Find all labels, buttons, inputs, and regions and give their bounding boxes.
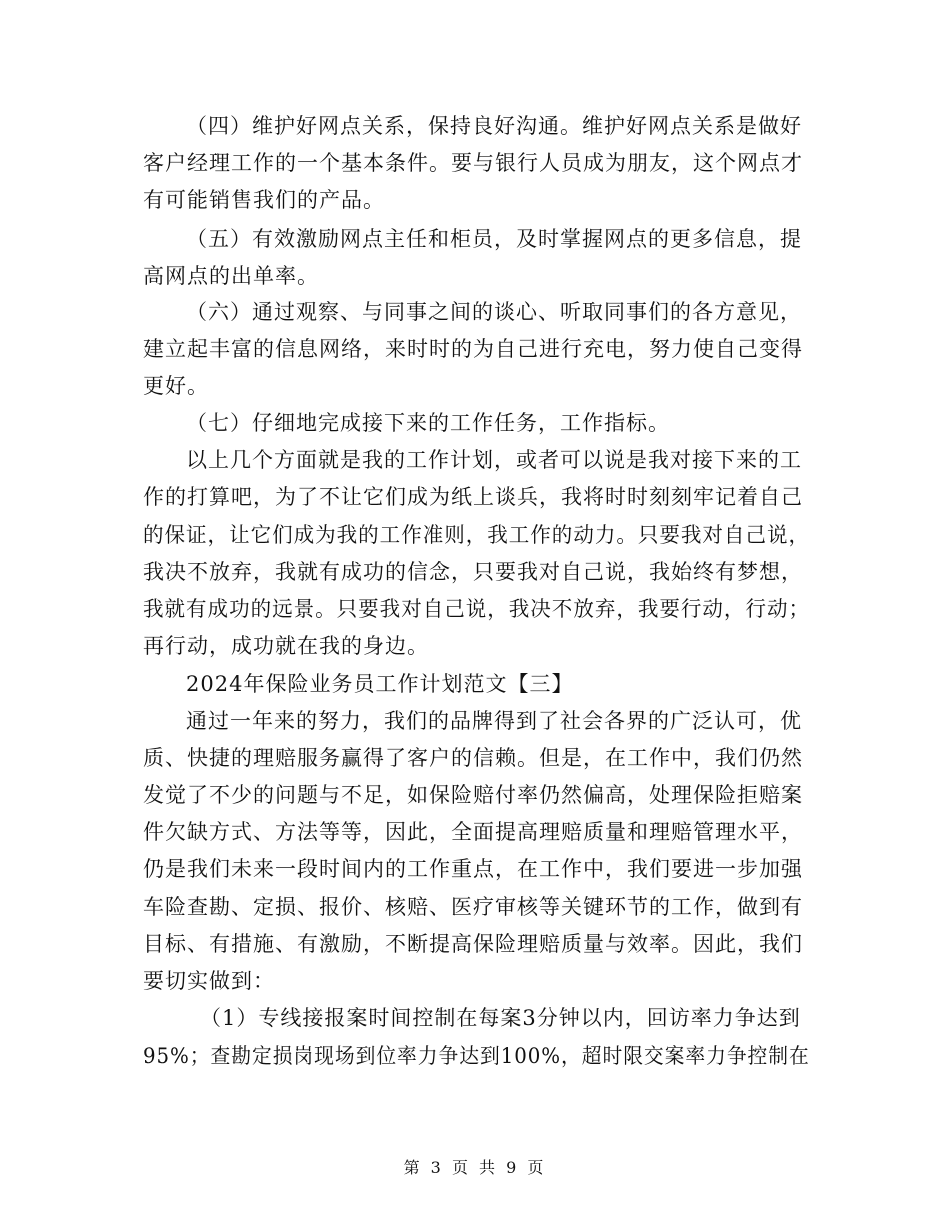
paragraph-line: 客户经理工作的一个基本条件。要与银行人员成为朋友，这个网点才	[143, 151, 803, 175]
paragraph-line: 更好。	[143, 374, 209, 398]
paragraph-line: 我决不放弃，我就有成功的信念，只要我对自己说，我始终有梦想，	[143, 560, 803, 584]
paragraph-line: 95%；查勘定损岗现场到位率力争达到100%，超时限交案率力争控制在	[143, 1044, 810, 1068]
paragraph-line: 目标、有措施、有激励，不断提高保险理赔质量与效率。因此，我们	[143, 932, 803, 956]
paragraph-line: 有可能销售我们的产品。	[143, 188, 385, 212]
section-heading: 2024年保险业务员工作计划范文【三】	[186, 672, 574, 696]
paragraph-line: 建立起丰富的信息网络，来时时的为自己进行充电，努力使自己变得	[143, 337, 803, 361]
paragraph-line: 再行动，成功就在我的身边。	[143, 634, 429, 658]
page-number-footer: 第 3 页 共 9 页	[403, 1158, 547, 1177]
paragraph-line: 作的打算吧，为了不让它们成为纸上谈兵，我将时时刻刻牢记着自己	[143, 485, 803, 509]
paragraph-line: 的保证，让它们成为我的工作准则，我工作的动力。只要我对自己说，	[143, 523, 810, 547]
paragraph-line: 通过一年来的努力，我们的品牌得到了社会各界的广泛认可，优	[186, 709, 802, 733]
paragraph-line: 车险查勘、定损、报价、核赔、医疗审核等关键环节的工作，做到有	[143, 895, 803, 919]
paragraph-line: （四）维护好网点关系，保持良好沟通。维护好网点关系是做好	[186, 114, 802, 138]
paragraph-line: 我就有成功的远景。只要我对自己说，我决不放弃，我要行动，行动；	[143, 597, 810, 621]
paragraph-line: （五）有效激励网点主任和柜员，及时掌握网点的更多信息，提	[186, 227, 802, 251]
paragraph-line: 高网点的出单率。	[143, 264, 319, 288]
paragraph-line: 以上几个方面就是我的工作计划，或者可以说是我对接下来的工	[186, 448, 802, 472]
paragraph-line: （七）仔细地完成接下来的工作任务，工作指标。	[186, 411, 670, 435]
paragraph-line: 件欠缺方式、方法等等，因此，全面提高理赔质量和理赔管理水平，	[143, 820, 803, 844]
paragraph-line: （六）通过观察、与同事之间的谈心、听取同事们的各方意见，	[186, 300, 802, 324]
paragraph-line: 质、快捷的理赔服务赢得了客户的信赖。但是，在工作中，我们仍然	[143, 746, 803, 770]
paragraph-line: （1）专线接报案时间控制在每案3分钟以内，回访率力争达到	[200, 1006, 801, 1030]
paragraph-line: 要切实做到：	[143, 969, 275, 993]
paragraph-line: 发觉了不少的问题与不足，如保险赔付率仍然偏高，处理保险拒赔案	[143, 783, 803, 807]
paragraph-line: 仍是我们未来一段时间内的工作重点，在工作中，我们要进一步加强	[143, 857, 803, 881]
